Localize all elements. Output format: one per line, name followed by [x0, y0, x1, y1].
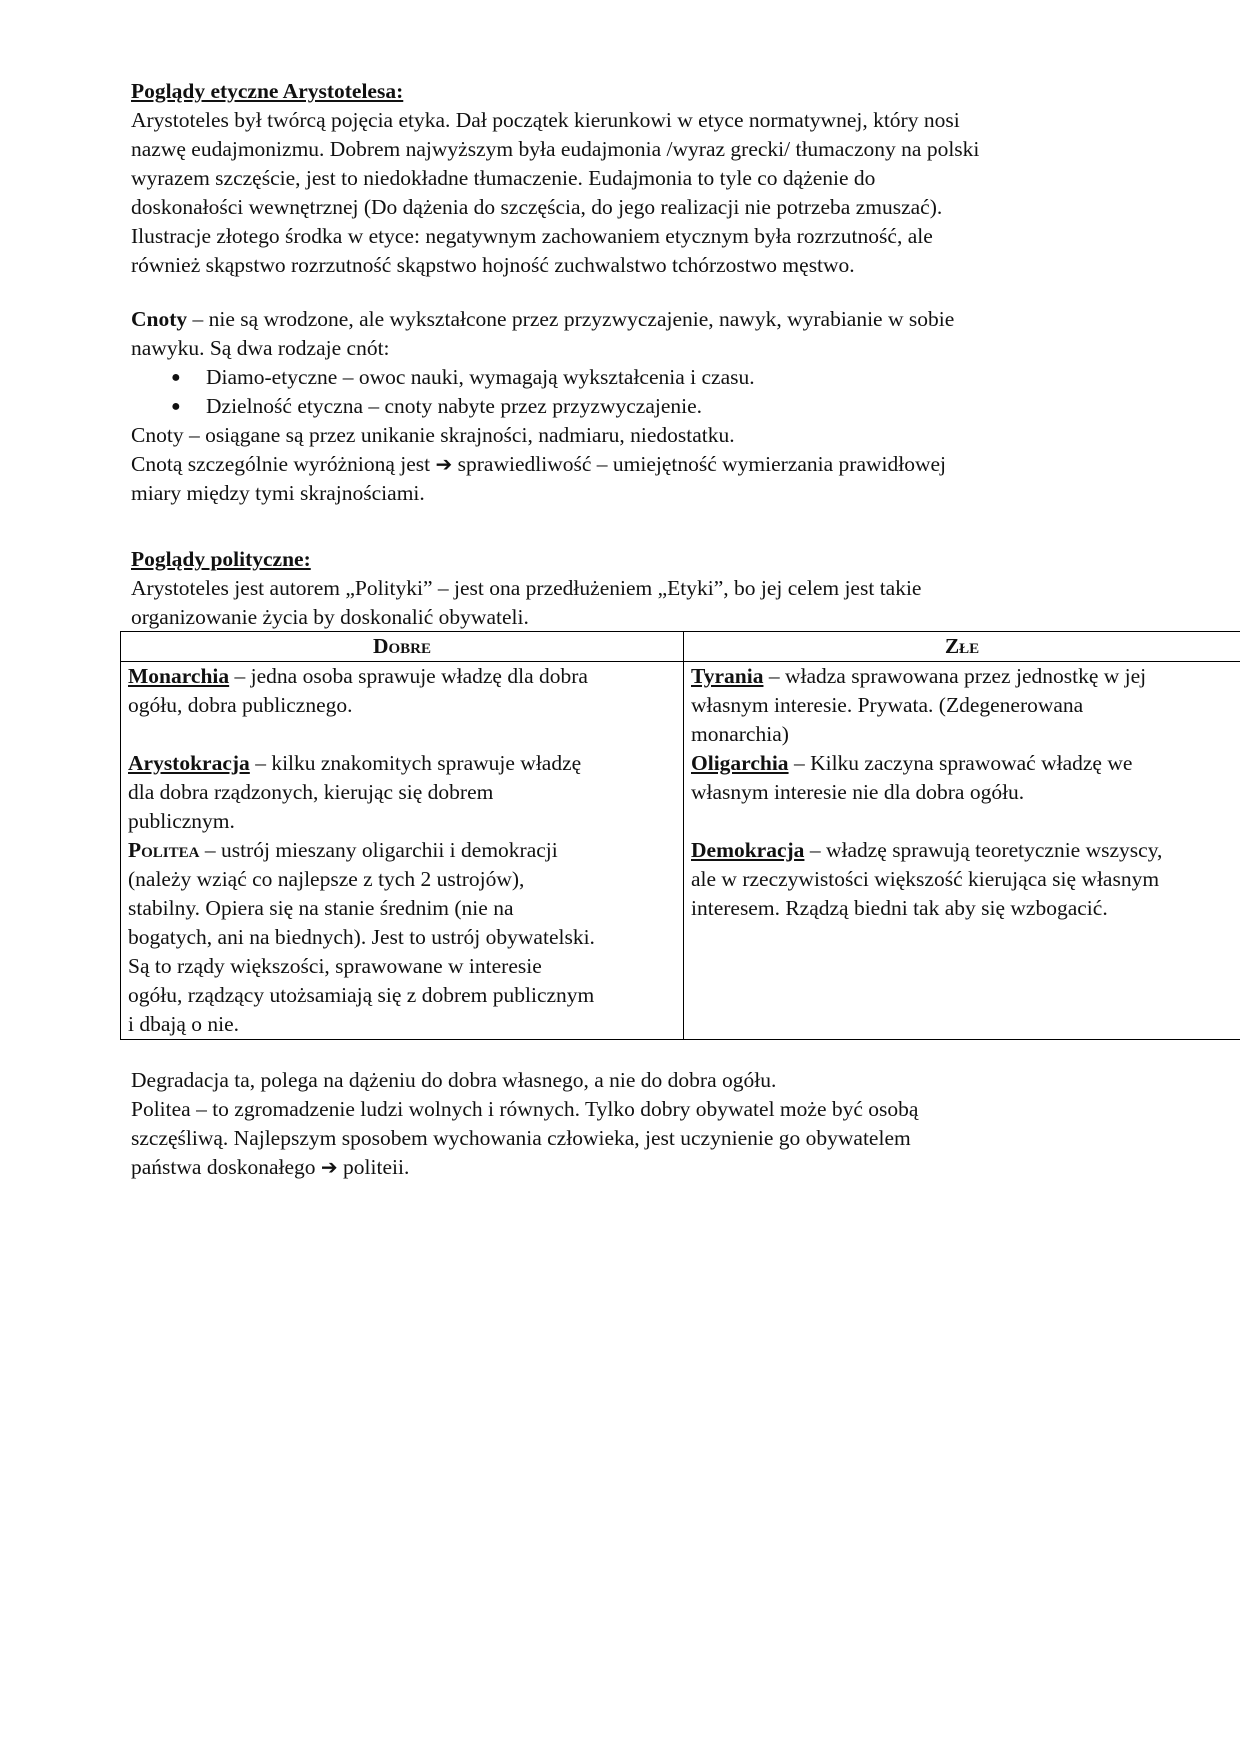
cell-text: i dbają o nie. [128, 1012, 240, 1036]
government-forms-table [120, 631, 1240, 1040]
ethics-line: również skąpstwo rozrzutność skąpstwo hojność zuchwalstwo tchórzostwo męstwo. [131, 253, 855, 277]
cell-text: Są to rządy większości, sprawowane w interesie [128, 954, 542, 978]
virtues-line: nawyku. Są dwa rodzaje cnót: [131, 336, 390, 360]
good-forms-cell [121, 662, 684, 1040]
table-header-row [121, 632, 1240, 662]
right-arrow-icon: ➔ [435, 452, 453, 476]
ethics-section [131, 77, 1131, 280]
conclusion-line: Degradacja ta, polega na dążeniu do dobra własnego, a nie do dobra ogółu. [131, 1068, 777, 1092]
politics-section [131, 545, 1131, 632]
cell-text: – władza sprawowana przez jednostkę w jej [763, 664, 1147, 688]
conclusion-final-line [131, 1153, 1131, 1182]
conclusion-text: politeii. [337, 1155, 410, 1179]
justice-line [131, 450, 1131, 479]
virtues-line: Cnoty – osiągane są przez unikanie skrajności, nadmiaru, niedostatku. [131, 423, 735, 447]
justice-text: sprawiedliwość – umiejętność wymierzania prawidłowej [452, 452, 947, 476]
virtues-section [131, 305, 1131, 508]
politea-term: Politea [128, 838, 200, 862]
cell-text: własnym interesie nie dla dobra ogółu. [691, 780, 1025, 804]
bullet-text: Diamo-etyczne – owoc nauki, wymagają wykształcenia i czasu. [206, 365, 755, 389]
bad-forms-cell [684, 662, 1240, 1040]
ethics-line: Ilustracje złotego środka w etyce: negatywnym zachowaniem etycznym była rozrzutność, ale [131, 224, 933, 248]
ethics-line: wyrazem szczęście, jest to niedokładne tłumaczenie. Eudajmonia to tyle co dążenie do [131, 166, 876, 190]
cell-text: publicznym. [128, 809, 235, 833]
virtues-intro-text: – nie są wrodzone, ale wykształcone przez przyzwyczajenie, nawyk, wyrabianie w sobie [187, 307, 955, 331]
bullet-dot-icon: ● [171, 369, 181, 386]
virtues-term: Cnoty [131, 307, 188, 331]
conclusion-section [131, 1066, 1131, 1182]
politics-line: Arystoteles jest autorem „Polityki” – jest ona przedłużeniem „Etyki”, bo jej celem jest takie [131, 576, 922, 600]
ethics-heading: Poglądy etyczne Arystotelesa: [131, 79, 404, 103]
virtues-intro [131, 305, 1131, 334]
cell-text: – kilku znakomitych sprawuje władzę [249, 751, 582, 775]
ethics-line: Arystoteles był twórcą pojęcia etyka. Dał początek kierunkowi w etyce normatywnej, który nosi [131, 108, 960, 132]
cell-text: własnym interesie. Prywata. (Zdegenerowana [691, 693, 1084, 717]
conclusion-line: Politea – to zgromadzenie ludzi wolnych i równych. Tylko dobry obywatel może być osobą [131, 1097, 919, 1121]
cell-text: ogółu, rządzący utożsamiają się z dobrem publicznym [128, 983, 595, 1007]
ethics-line: nazwę eudajmonizmu. Dobrem najwyższym była eudajmonia /wyraz grecki/ tłumaczony na polski [131, 137, 980, 161]
virtues-line: miary między tymi skrajnościami. [131, 481, 425, 505]
monarchia-term: Monarchia [128, 664, 230, 688]
cell-text: – władzę sprawują teoretycznie wszyscy, [804, 838, 1163, 862]
cell-text: – jedna osoba sprawuje władzę dla dobra [229, 664, 588, 688]
cell-text: dla dobra rządzonych, kierując się dobrem [128, 780, 494, 804]
cell-text: monarchia) [691, 722, 789, 746]
politics-line: organizowanie życia by doskonalić obywateli. [131, 605, 529, 629]
cell-text: bogatych, ani na biednych). Jest to ustrój obywatelski. [128, 925, 595, 949]
cell-text: ale w rzeczywistości większość kierująca się własnym [691, 867, 1160, 891]
ethics-line: doskonałości wewnętrznej (Do dążenia do szczęścia, do jego realizacji nie potrzeba zmuszać). [131, 195, 943, 219]
right-arrow-icon: ➔ [320, 1155, 338, 1179]
header-good: Dobre [121, 632, 684, 662]
cell-text: interesem. Rządzą biedni tak aby się wzbogacić. [691, 896, 1108, 920]
cell-text: stabilny. Opiera się na stanie średnim (nie na [128, 896, 514, 920]
cell-text: – ustrój mieszany oligarchii i demokracji [199, 838, 558, 862]
arystokracja-term: Arystokracja [128, 751, 250, 775]
conclusion-text: państwa doskonałego [131, 1155, 321, 1179]
table-row [121, 662, 1240, 1040]
politics-heading: Poglądy polityczne: [131, 547, 311, 571]
oligarchia-term: Oligarchia [691, 751, 789, 775]
demokracja-term: Demokracja [691, 838, 805, 862]
virtues-bullet-item [131, 392, 1131, 421]
cell-text: (należy wziąć co najlepsze z tych 2 ustrojów), [128, 867, 525, 891]
virtues-bullet-item [131, 363, 1131, 392]
cell-text: ogółu, dobra publicznego. [128, 693, 353, 717]
bullet-text: Dzielność etyczna – cnoty nabyte przez przyzwyczajenie. [206, 394, 703, 418]
conclusion-line: szczęśliwą. Najlepszym sposobem wychowania człowieka, jest uczynienie go obywatelem [131, 1126, 911, 1150]
cell-text: – Kilku zaczyna sprawować władzę we [788, 751, 1133, 775]
justice-text: Cnotą szczególnie wyróżnioną jest [131, 452, 436, 476]
bullet-dot-icon: ● [171, 398, 181, 415]
tyrania-term: Tyrania [691, 664, 764, 688]
header-bad: Złe [684, 632, 1240, 662]
